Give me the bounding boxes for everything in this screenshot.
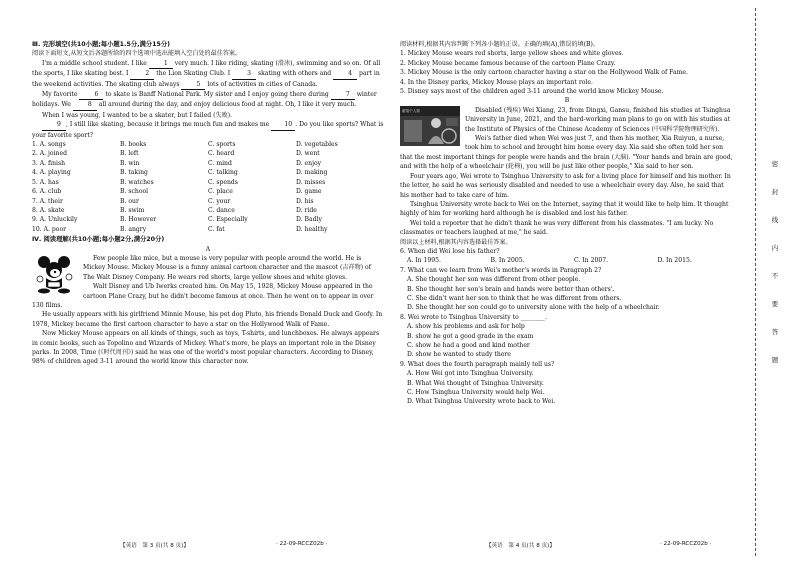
cloze-option: B. However [120, 216, 157, 224]
passage-b-paragraph: Wei told a reporter that he didn't thank he was very different from his classmates. "I am lucky. No classmates or teachers laughed at me," he said. [400, 219, 714, 237]
cloze-text: all around during the day, and enjoy delicious food at night. Oh, I like it very much. [96, 101, 357, 109]
question-option: D. In 2015. [657, 257, 692, 265]
seal-line-char: 答 [771, 328, 779, 336]
section3-instructions: 阅读下面短文,从短文后各题所给的四个选项中选出能填入空白处的最佳答案。 [32, 50, 242, 58]
passage-a-paragraph: Now Mickey Mouse appears on all kinds of things, such as toys, T-shirts, and lunchboxes. He always appears in comic books, such as Topolino and Wizards of Mickey. What's more, he plays an important role in the Disney parks. In 2008, Time (《时代周刊》) said he was one of the world's most popular characters. According to Disney, 98% of children aged 3-11 around the world know this character now. [32, 330, 380, 366]
cloze-text: very much. I like riding, skating (滑冰), swimming and so on. Of all the sports, I like skating best. I [32, 59, 381, 78]
true-false-instructions: 阅读材料,根据其内容判断下列各小题的正误。正确的填(A),错误的填(B)。 [400, 41, 599, 48]
questions-list [400, 247, 734, 407]
cloze-option: D. healthy [296, 225, 328, 233]
cloze-text: the Lion Skating Club. I [154, 70, 233, 78]
seal-line-char: 题 [771, 356, 779, 364]
question-option: C. show he had a good and kind mother [407, 342, 530, 349]
mickey-mouse-illustration [32, 254, 78, 294]
cloze-blank: 10 [271, 120, 295, 130]
cloze-option: D. misses [296, 178, 326, 186]
passage-a-paragraph: Walt Disney and Ub Iwerks created him. On May 15, 1928, Mickey Mouse appeared in the cartoon Plane Crazy, but he didn't become famous at once. Then he went on to appear in over 130 films. [32, 283, 374, 309]
cloze-option: 2. A. joined [32, 150, 67, 158]
question-stem: 6. When did Wei lose his father? [400, 247, 500, 255]
cloze-option: C. your [208, 197, 231, 205]
cloze-option: 7. A. their [32, 197, 63, 205]
cloze-blank: 4 [333, 69, 357, 79]
question-option: D. What Tsinghua University wrote back to Wei. [407, 398, 556, 406]
question-option: C. She didn't want her son to think that he was different from others. [407, 294, 622, 302]
mc-instructions: 阅读以上材料,根据其内容选择最佳答案。 [400, 238, 512, 246]
cloze-option-row [32, 206, 384, 215]
cloze-option-row [32, 197, 384, 206]
cloze-option: D. Badly [296, 216, 322, 224]
passage-a-paragraph: Few people like mice, but a mouse is very popular with people around the world. He is Mickey Mouse. Mickey Mouse is a funny animal cartoon character and the mascot (吉祥物) of The Walt Disney Company. He wears red shorts, large yellow shoes and white gloves. [83, 254, 371, 281]
cloze-blank: 5 [181, 80, 205, 90]
cloze-text: lots of activities in cities of Canada. [205, 80, 318, 88]
cloze-option-row [32, 168, 384, 177]
photo-caption: 翟翔个人简 [402, 108, 420, 113]
cloze-blank: 7 [331, 90, 355, 100]
question-option: A. How Wei got into Tsinghua University. [407, 370, 534, 378]
seal-line-char: 不 [771, 272, 779, 280]
true-false-item: 2. Mickey Mouse became famous because of the cartoon Plane Crazy. [400, 59, 616, 67]
cloze-option: B. school [120, 188, 149, 196]
cloze-blank: 1 [149, 59, 173, 69]
cloze-option: C. place [208, 188, 233, 196]
question-option: B. What Wei thought of Tsinghua University. [407, 379, 544, 387]
seal-line-char: 线 [771, 216, 779, 224]
cloze-option-row [32, 225, 384, 234]
cloze-option: C. mind [208, 159, 232, 167]
question-stem: 7. What can we learn from Wei's mother's words in Paragraph 2? [400, 266, 602, 274]
cloze-option: C. sports [208, 141, 236, 149]
cloze-option-row [32, 149, 384, 158]
passage-b-paragraph: Tsinghua University wrote back to Wei on the Internet, saying that it would like to help him. It thought highly of him for working hard although he is disabled and lost his father. [400, 200, 729, 218]
cloze-paragraph [32, 59, 384, 90]
seal-line-char: 要 [771, 300, 779, 308]
seal-line-notice [770, 150, 780, 374]
true-false-item: 1. Mickey Mouse wears red shorts, large yellow shoes and white gloves. [400, 50, 624, 58]
cloze-option: B. our [120, 197, 139, 205]
right-page [400, 40, 734, 407]
passage-b-paragraph: Four years ago, Wei wrote to Tsinghua University to ask for a living place for himself and his mother. In the letter, he said he was seriously disabled and needed to use a wheelchair every day. Also, he said that his mother had to take care of him. [400, 172, 731, 199]
true-false-item: 3. Mickey Mouse is the only cartoon character having a star on the Hollywood Walk of Fame. [400, 69, 688, 77]
cloze-option: B. left [120, 150, 139, 158]
cloze-option: 1. A. songs [32, 141, 66, 149]
cloze-option: C. talking [208, 169, 238, 177]
cloze-option: C. heard [208, 150, 235, 158]
section4-title: Ⅳ. 阅读理解(共10小题;每小题2分,满分20分) [32, 236, 165, 244]
question-option: B. show he got a good grade in the exam [407, 332, 534, 340]
cloze-option: D. vegetables [296, 141, 338, 149]
passage-a-label: A [205, 245, 211, 253]
cloze-text: skating with others and [256, 70, 334, 78]
cloze-option: 6. A. club [32, 188, 62, 196]
cloze-paragraph [32, 120, 384, 140]
cloze-option-row [32, 215, 384, 224]
passage-a-paragraph: He usually appears with his girlfriend Minnie Mouse, his pet dog Pluto, his friends Donald Duck and Goofy. In 1978, Mickey became the first cartoon character to have a star on the Hollywood Walk of Fame. [32, 311, 383, 328]
cloze-blank: 8 [73, 100, 97, 110]
cloze-blank: 9 [42, 120, 66, 130]
cloze-option: 10. A. poor [32, 225, 67, 233]
cloze-option: D. went [296, 150, 320, 158]
seal-line-char: 封 [771, 188, 779, 196]
question-option: A. show his problems and ask for help [407, 323, 525, 331]
cloze-text: to skate is Banff National Park. My sister and I enjoy going there during [103, 91, 331, 99]
passage-b-label: B [564, 97, 570, 105]
footer-right-page: 【英语 第 4 页(共 8 页)】 [486, 543, 555, 549]
passage-a [32, 254, 384, 367]
cloze-option: D. making [296, 169, 328, 177]
cloze-option: C. Especially [208, 216, 248, 224]
seal-line [755, 8, 756, 556]
cloze-option: 3. A. finish [32, 159, 66, 167]
passage-b-paragraph: Wei's father died when Wei was just 7, and then his mother, Xia Ruiyun, a nurse, took him to school and brought him home every day. Xia said she often told her son that the most important things for people were hands and the brain (大脑). "Your hands and brain are good, and with the help of a wheelchair (轮椅), you will be just like other people," Xia said to her son. [400, 135, 733, 171]
section3-title: Ⅲ. 完形填空(共10小题;每小题1.5分,满分15分) [32, 41, 171, 48]
cloze-option: 8. A. skate [32, 206, 65, 214]
passage-b-paragraph: Disabled (残疾) Wei Xiang, 23, from Dingxi, Gansu, finished his studies at Tsinghua University in June, 2021, and the hard-working man plans to go on with his studies at the Institute of Physics of the Chinese Academy of Sciences (中国科学院物理研究所). [465, 106, 731, 133]
left-page [32, 40, 384, 367]
cloze-option: B. taking [120, 169, 148, 177]
cloze-text: I'm a middle school student. I like [42, 59, 149, 67]
cloze-option-row [32, 159, 384, 168]
cloze-blank: 6 [79, 90, 103, 100]
passage-b [400, 106, 734, 238]
question-stem: 9. What does the fourth paragraph mainly tell us? [400, 360, 555, 368]
cloze-option: 4. A. playing [32, 169, 71, 177]
cloze-option: D. his [296, 197, 314, 205]
question-options-row [400, 256, 734, 265]
cloze-option: B. watches [120, 178, 154, 186]
question-option: B. She thought her son's brain and hands were better than others'. [407, 285, 615, 293]
cloze-option: B. books [120, 141, 147, 149]
cloze-text: My favorite [42, 91, 80, 99]
question-option: C. In 2007. [574, 257, 609, 265]
seal-line-char: 内 [771, 244, 779, 252]
cloze-blank: 2 [130, 69, 154, 79]
true-false-item: 4. In the Disney parks, Mickey Mouse plays an important role. [400, 78, 593, 86]
cloze-option: C. spends [208, 178, 238, 186]
cloze-option-row [32, 187, 384, 196]
question-option: A. She thought her son was different from other people. [407, 276, 581, 284]
cloze-paragraph [32, 111, 384, 120]
cloze-option: 9. A. Unluckily [32, 216, 78, 224]
cloze-option: 5. A. has [32, 178, 59, 186]
cloze-option: C. dance [208, 206, 235, 214]
question-option: C. How Tsinghua University would help Wei. [407, 389, 545, 397]
question-option: B. In 2005. [490, 257, 525, 265]
footer-left-page: 【英语 第 3 页(共 8 页)】 [120, 543, 189, 549]
cloze-blank: 3 [232, 69, 256, 79]
footer-code-right: · 22-09-RCCZ02b · [660, 541, 712, 547]
question-option: A. In 1995. [407, 257, 441, 265]
cloze-option: D. enjoy [296, 159, 322, 167]
cloze-text: winter holidays. We [32, 91, 377, 109]
wei-xiang-photo [400, 106, 460, 146]
seal-line-char: 密 [771, 160, 779, 168]
cloze-option-row [32, 178, 384, 187]
cloze-option: B. win [120, 159, 140, 167]
footer-code-left: · 22-09-RCCZ02b · [276, 541, 328, 547]
cloze-option: B. angry [120, 225, 147, 233]
cloze-passage [32, 59, 384, 140]
true-false-list [400, 49, 734, 96]
question-option: D. show he wanted to study there [407, 351, 511, 359]
cloze-paragraph [32, 90, 384, 111]
true-false-item: 5. Disney says most of the children aged 3-11 around the world know Mickey Mouse. [400, 88, 664, 96]
question-option: D. She thought her son could go to university alone with the help of a wheelchair. [407, 304, 660, 312]
cloze-text: . Do you like sports? What is your favorite sport? [32, 121, 384, 139]
cloze-text: part in the weekend activities. The skating club always [32, 70, 380, 88]
cloze-option-row [32, 140, 384, 149]
cloze-option: D. ride [296, 206, 317, 214]
cloze-text: , I still like skating, because it brings me much fun and makes me [66, 121, 272, 129]
question-stem: 8. Wei wrote to Tsinghua University to ________. [400, 313, 548, 321]
cloze-text: When I was young, I wanted to be a skater, but I failed (失败). [42, 111, 233, 119]
cloze-option: C. fat [208, 225, 225, 233]
cloze-option: D. game [296, 188, 322, 196]
cloze-options-table [32, 140, 384, 234]
cloze-option: B. swim [120, 206, 145, 214]
